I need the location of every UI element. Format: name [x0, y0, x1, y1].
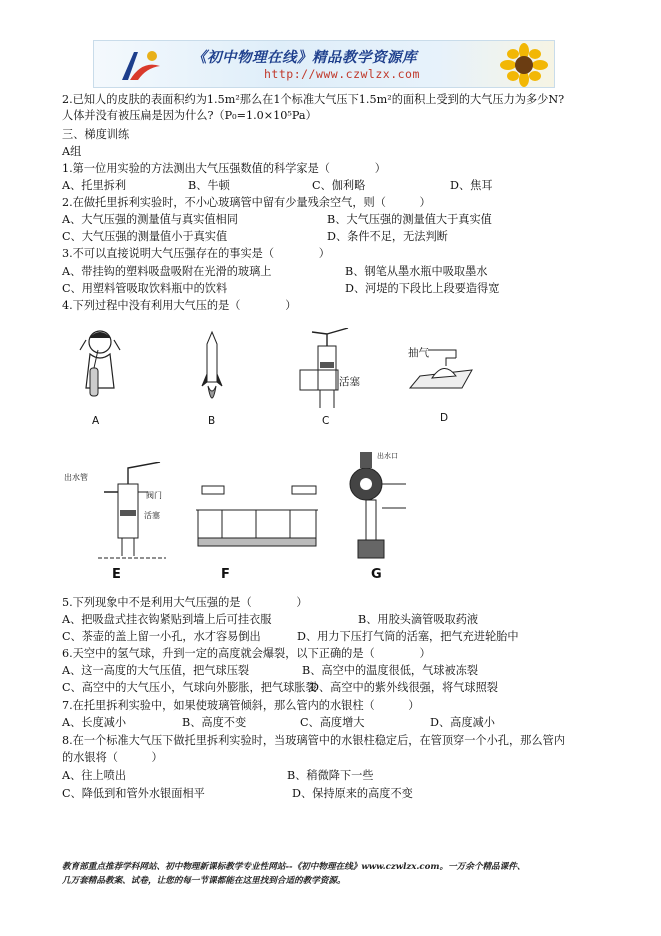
q8-option-d: D、保持原来的高度不变 — [292, 787, 413, 800]
sunflower-icon — [498, 43, 550, 87]
question-2-text: 2.已知人的皮肤的表面积约为1.5m²那么在1个标准大气压下1.5m²的面积上受到的大气压力为多少N? — [62, 93, 565, 106]
figure-d-label: 抽气 — [408, 347, 429, 359]
header-banner — [93, 40, 555, 88]
q1-option-a: A、托里拆利 — [62, 179, 127, 192]
q7-option-c: C、高度增大 — [300, 716, 365, 729]
q7-option-d: D、高度减小 — [430, 716, 495, 729]
q6-option-c: C、高空中的大气压小，气球向外膨胀，把气球胀裂 — [62, 681, 317, 694]
q2-option-a: A、大气压强的测量值与真实值相同 — [62, 213, 238, 226]
figure-c-caption: C — [322, 415, 330, 427]
q6-option-d: D、高空中的紫外线很强，将气球照裂 — [310, 681, 498, 694]
figure-f-caption: F — [221, 567, 230, 582]
question-5-text: 5.下列现象中不是利用大气压强的是（ ） — [62, 596, 308, 609]
figure-b-caption: B — [208, 415, 216, 427]
question-8-continued: 的水银将（ ） — [62, 751, 163, 764]
figure-e-label-3: 阀门 — [146, 491, 162, 500]
footer-line-2: 几万套精品教案、试卷，让您的每一节课都能在这里找到合适的教学资源。 — [62, 876, 346, 886]
question-3-text: 3.不可以直接说明大气压强存在的事实是（ ） — [62, 247, 330, 260]
figure-b-rocket-icon — [199, 330, 225, 412]
question-2b-text: 2.在做托里拆利实验时，不小心玻璃管中留有少量残余空气，则（ ） — [62, 196, 431, 209]
figure-g-centrifugal-pump-icon — [346, 448, 410, 560]
q5-option-d: D、用力下压打气筒的活塞，把气充进轮胎中 — [297, 630, 519, 643]
question-6-text: 6.天空中的氢气球，升到一定的高度就会爆裂，以下正确的是（ ） — [62, 647, 431, 660]
site-logo-icon — [116, 46, 166, 84]
q5-option-a: A、把吸盘式挂衣钩紧贴到墙上后可挂衣服 — [62, 613, 272, 626]
figure-a-caption: A — [92, 415, 100, 427]
figure-f-lock-icon — [192, 480, 322, 550]
figure-g-caption: G — [371, 567, 382, 582]
q8-option-b: B、稍微降下一些 — [287, 769, 374, 782]
q2-option-c: C、大气压强的测量值小于真实值 — [62, 230, 228, 243]
figure-a-drinking-icon — [76, 328, 128, 410]
q5-option-c: C、茶壶的盖上留一小孔，水才容易倒出 — [62, 630, 261, 643]
banner-url[interactable]: http://www.czwlzx.com — [264, 67, 420, 81]
q3-option-b: B、钢笔从墨水瓶中吸取墨水 — [345, 265, 488, 278]
q7-option-a: A、长度减小 — [62, 716, 127, 729]
q3-option-c: C、用塑料管吸取饮料瓶中的饮料 — [62, 282, 228, 295]
q1-option-d: D、焦耳 — [450, 179, 493, 192]
figure-e-label-2: 活塞 — [144, 511, 160, 520]
question-2-continued: 人体并没有被压扁是因为什么?（P₀=1.0×10⁵Pa） — [62, 109, 317, 122]
q2-option-d: D、条件不足，无法判断 — [327, 230, 448, 243]
q8-option-c: C、降低到和管外水银面相平 — [62, 787, 205, 800]
q3-option-a: A、带挂钩的塑料吸盘吸附在光滑的玻璃上 — [62, 265, 272, 278]
q3-option-d: D、河堤的下段比上段要造得宽 — [345, 282, 500, 295]
q6-option-a: A、这一高度的大气压值，把气球压裂 — [62, 664, 250, 677]
q2-option-b: B、大气压强的测量值大于真实值 — [327, 213, 492, 226]
question-7-text: 7.在托里拆利实验中，如果使玻璃管倾斜，那么管内的水银柱（ ） — [62, 699, 420, 712]
q7-option-b: B、高度不变 — [182, 716, 247, 729]
q5-option-b: B、用胶头滴管吸取药液 — [358, 613, 479, 626]
figure-e-caption: E — [112, 567, 121, 582]
figure-c-pump-icon — [298, 328, 362, 410]
page-footer — [62, 860, 610, 888]
question-4-text: 4.下列过程中没有利用大气压的是（ ） — [62, 299, 297, 312]
question-1-text: 1.第一位用实验的方法测出大气压强数值的科学家是（ ） — [62, 162, 386, 175]
q8-option-a: A、往上喷出 — [62, 769, 127, 782]
footer-line-1: 教育部重点推荐学科网站、初中物理新课标教学专业性网站--《初中物理在线》www.czwlzx.com。一万余个精品课件、 — [62, 862, 526, 872]
section-heading: 三、梯度训练 — [62, 128, 130, 141]
figure-c-label: 活塞 — [339, 376, 360, 388]
figure-g-label: 出水口 — [377, 452, 398, 460]
group-heading: A组 — [62, 145, 82, 158]
figure-d-caption: D — [440, 412, 449, 424]
banner-title: 《初中物理在线》精品教学资源库 — [192, 49, 417, 66]
q1-option-b: B、牛顿 — [188, 179, 230, 192]
q1-option-c: C、伽利略 — [312, 179, 366, 192]
question-8-text: 8.在一个标准大气压下做托里拆利实验时，当玻璃管中的水银柱稳定后，在管顶穿一个小孔，那么管内 — [62, 734, 565, 747]
figure-e-label-1: 出水管 — [64, 473, 88, 482]
q6-option-b: B、高空中的温度很低，气球被冻裂 — [302, 664, 479, 677]
